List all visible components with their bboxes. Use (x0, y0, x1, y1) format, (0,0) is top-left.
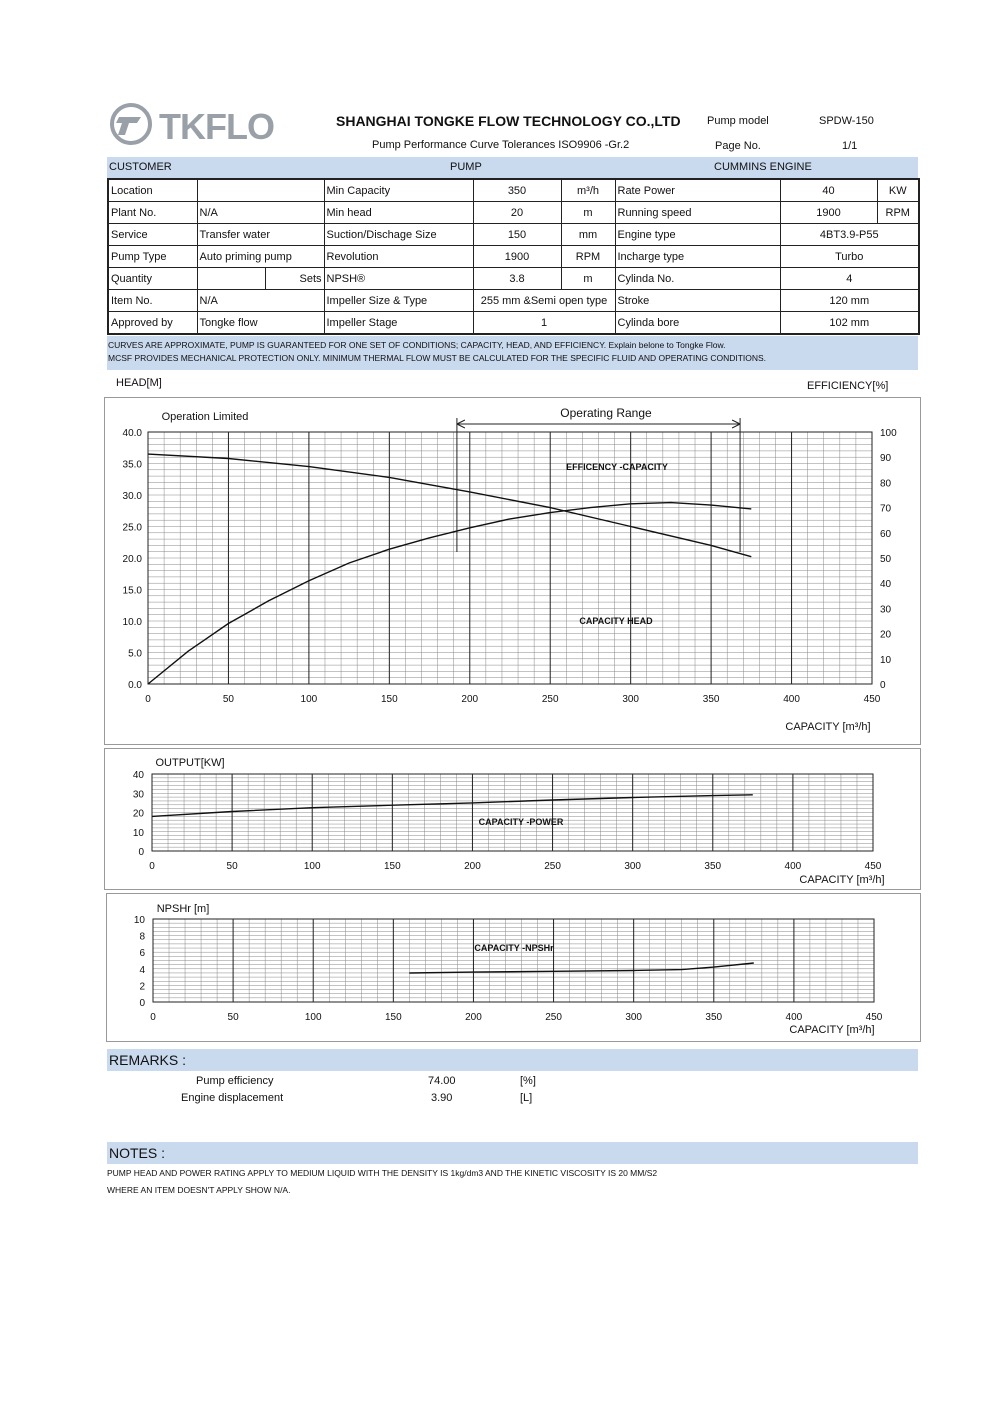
remarks-band (107, 1049, 918, 1071)
efficiency-axis-title: EFFICIENCY[%] (807, 380, 889, 392)
pump-value: 20 (473, 202, 561, 224)
y-tick-label: 8 (139, 931, 145, 943)
customer-label: Plant No. (108, 202, 197, 224)
pump-model-label: Pump model (707, 115, 769, 127)
engine-label: Running speed (615, 202, 780, 224)
remark-unit-displacement: [L] (520, 1092, 533, 1104)
remark-value-displacement: 3.90 (431, 1092, 453, 1104)
note-line-1: PUMP HEAD AND POWER RATING APPLY TO MEDIUM LIQUID WITH THE DENSITY IS 1kg/dm3 AND THE KINETIC VISCOSITY IS 20 MM/S2 (107, 1168, 658, 1178)
x-tick-label: 250 (541, 694, 559, 705)
x-tick-label: 400 (785, 1012, 803, 1023)
y2-tick-label: 10 (880, 654, 892, 666)
engine-value: 4 (780, 268, 919, 290)
engine-value: 4BT3.9-P55 (780, 224, 919, 246)
efficiency-curve-label: EFFICENCY -CAPACITY (566, 462, 668, 472)
remarks-title: REMARKS : (109, 1052, 187, 1068)
pump-label: Impeller Size & Type (324, 290, 473, 312)
y2-tick-label: 60 (880, 528, 892, 540)
y2-tick-label: 20 (880, 629, 892, 641)
npsh-curve-label: CAPACITY -NPSHr (474, 943, 554, 953)
customer-unit: Sets (265, 268, 324, 290)
pump-label: Revolution (324, 246, 473, 268)
pump-label: Suction/Dischage Size (324, 224, 473, 246)
x-tick-label: 450 (863, 694, 881, 705)
page-number: 1/1 (842, 140, 858, 152)
x-tick-label: 350 (705, 1012, 723, 1023)
pump-label: NPSH® (324, 268, 473, 290)
pump-value: 350 (473, 179, 561, 202)
y-tick-label: 6 (139, 948, 145, 960)
notes-title: NOTES : (109, 1145, 166, 1161)
operating-range-label: Operating Range (560, 406, 652, 420)
x-tick-label: 0 (150, 1012, 156, 1023)
x-tick-label: 50 (222, 694, 235, 705)
engine-value: 1900 (780, 202, 877, 224)
x-tick-label: 100 (304, 1012, 322, 1023)
pump-label: Min head (324, 202, 473, 224)
y-tick-label: 30.0 (122, 491, 142, 502)
customer-value: Tongke flow (197, 312, 324, 335)
output-axis-title: OUTPUT[KW] (155, 757, 225, 769)
x-tick-label: 400 (784, 861, 802, 872)
engine-unit: KW (877, 179, 919, 202)
remark-label-efficiency: Pump efficiency (196, 1075, 274, 1087)
y-tick-label: 0 (139, 998, 145, 1009)
x-tick-label: 50 (226, 861, 238, 872)
customer-label: Quantity (108, 268, 197, 290)
x-tick-label: 200 (464, 861, 481, 872)
curve-subtitle: Pump Performance Curve Tolerances ISO9906 -Gr.2 (372, 139, 630, 151)
x-tick-label: 100 (300, 694, 318, 705)
x-axis-title: CAPACITY [m³/h] (799, 874, 885, 886)
page-label: Page No. (715, 140, 761, 152)
remark-value-efficiency: 74.00 (428, 1075, 456, 1087)
x-tick-label: 150 (380, 694, 398, 705)
engine-label: Stroke (615, 290, 780, 312)
x-tick-label: 50 (227, 1012, 239, 1023)
engine-label: Cylinda bore (615, 312, 780, 335)
engine-value: 102 mm (780, 312, 919, 335)
pump-unit: mm (561, 224, 615, 246)
y2-tick-label: 50 (880, 554, 892, 565)
y2-tick-label: 100 (880, 428, 897, 439)
y-tick-label: 40 (132, 770, 144, 781)
engine-value: 120 mm (780, 290, 919, 312)
y-tick-label: 10 (132, 827, 144, 839)
x-tick-label: 100 (303, 861, 321, 872)
npsh-axis-title: NPSHr [m] (156, 903, 210, 915)
x-tick-label: 300 (624, 861, 642, 872)
engine-label: Engine type (615, 224, 780, 246)
x-tick-label: 350 (704, 861, 722, 872)
x-tick-label: 450 (865, 1012, 883, 1023)
y-tick-label: 40.0 (122, 428, 142, 439)
customer-value: N/A (197, 202, 324, 224)
remark-label-displacement: Engine displacement (181, 1092, 284, 1104)
y2-tick-label: 30 (880, 604, 892, 616)
pump-unit: m³/h (561, 179, 615, 202)
x-tick-label: 350 (702, 694, 720, 705)
disclaimer-line-2: MCSF PROVIDES MECHANICAL PROTECTION ONLY. MINIMUM THERMAL FLOW MUST BE CALCULATED FOR THE SPECIFIC FLUID AND OPERATING CONDITIONS. (108, 353, 767, 363)
y-tick-label: 5.0 (128, 648, 142, 660)
pump-value: 150 (473, 224, 561, 246)
pump-label: Min Capacity (324, 179, 473, 202)
y-tick-label: 30 (132, 789, 144, 801)
head-curve-label: CAPACITY HEAD (579, 616, 653, 626)
notes-band (107, 1142, 918, 1164)
engine-label: Incharge type (615, 246, 780, 268)
remark-unit-efficiency: [%] (520, 1075, 536, 1087)
customer-value: Transfer water (197, 224, 324, 246)
pump-label: Impeller Stage (324, 312, 473, 335)
pump-unit: RPM (561, 246, 615, 268)
customer-label: Item No. (108, 290, 197, 312)
x-tick-label: 150 (384, 1012, 402, 1023)
y-tick-label: 15.0 (122, 585, 142, 597)
x-tick-label: 0 (145, 694, 151, 705)
y2-tick-label: 80 (880, 478, 892, 490)
y2-tick-label: 40 (880, 579, 892, 591)
y2-tick-label: 90 (880, 453, 892, 465)
y-tick-label: 10 (133, 915, 145, 926)
x-tick-label: 450 (864, 861, 882, 872)
pump-section-title: PUMP (450, 161, 482, 173)
power-curve-label: CAPACITY -POWER (478, 817, 564, 827)
x-tick-label: 400 (783, 694, 800, 705)
customer-value: N/A (197, 290, 324, 312)
customer-label: Approved by (108, 312, 197, 335)
x-axis-title: CAPACITY [m³/h] (789, 1024, 875, 1036)
note-line-2: WHERE AN ITEM DOESN'T APPLY SHOW N/A. (107, 1185, 291, 1195)
engine-section-title: CUMMINS ENGINE (714, 161, 812, 173)
y-tick-label: 35.0 (122, 459, 142, 471)
y-tick-label: 0.0 (128, 680, 142, 691)
engine-unit: RPM (877, 202, 919, 224)
engine-label: Rate Power (615, 179, 780, 202)
company-name: SHANGHAI TONGKE FLOW TECHNOLOGY CO.,LTD (336, 113, 681, 129)
efficiency-curve (148, 503, 751, 684)
operation-limited-label: Operation Limited (161, 411, 249, 423)
x-tick-label: 0 (149, 861, 155, 872)
customer-section-title: CUSTOMER (109, 161, 172, 173)
customer-value: Auto priming pump (197, 246, 324, 268)
x-tick-label: 250 (545, 1012, 562, 1023)
x-tick-label: 150 (383, 861, 401, 872)
x-tick-label: 300 (625, 1012, 643, 1023)
x-tick-label: 200 (465, 1012, 482, 1023)
y-tick-label: 10.0 (122, 617, 142, 628)
y-tick-label: 25.0 (122, 522, 142, 534)
pump-value: 1900 (473, 246, 561, 268)
y2-tick-label: 70 (880, 503, 892, 515)
x-tick-label: 250 (544, 861, 561, 872)
pump-value: 255 mm &Semi open type (473, 290, 615, 312)
disclaimer-line-1: CURVES ARE APPROXIMATE, PUMP IS GUARANTEED FOR ONE SET OF CONDITIONS; CAPACITY, HEAD, AND EFFICIENCY. Explain belone to Tongke Flow. (108, 340, 726, 350)
pump-unit: m (561, 202, 615, 224)
y2-tick-label: 0 (880, 680, 886, 691)
pump-model-value: SPDW-150 (819, 115, 874, 127)
y-tick-label: 20 (132, 808, 144, 820)
engine-value: Turbo (780, 246, 919, 268)
y-tick-label: 4 (139, 964, 145, 976)
y-tick-label: 2 (139, 981, 145, 993)
y-tick-label: 20.0 (122, 554, 142, 565)
pump-unit: m (561, 268, 615, 290)
x-tick-label: 200 (461, 694, 479, 705)
pump-value: 3.8 (473, 268, 561, 290)
power-chart-frame (104, 748, 921, 890)
customer-label: Pump Type (108, 246, 197, 268)
logo-text: TKFLO (159, 106, 274, 147)
head-axis-title: HEAD[M] (116, 377, 162, 389)
customer-label: Location (108, 179, 197, 202)
pump-value: 1 (473, 312, 615, 335)
x-axis-title: CAPACITY [m³/h] (785, 721, 871, 733)
engine-label: Cylinda No. (615, 268, 780, 290)
x-tick-label: 300 (622, 694, 640, 705)
engine-value: 40 (780, 179, 877, 202)
customer-label: Service (108, 224, 197, 246)
npsh-chart-frame (106, 893, 921, 1042)
y-tick-label: 0 (138, 847, 144, 858)
